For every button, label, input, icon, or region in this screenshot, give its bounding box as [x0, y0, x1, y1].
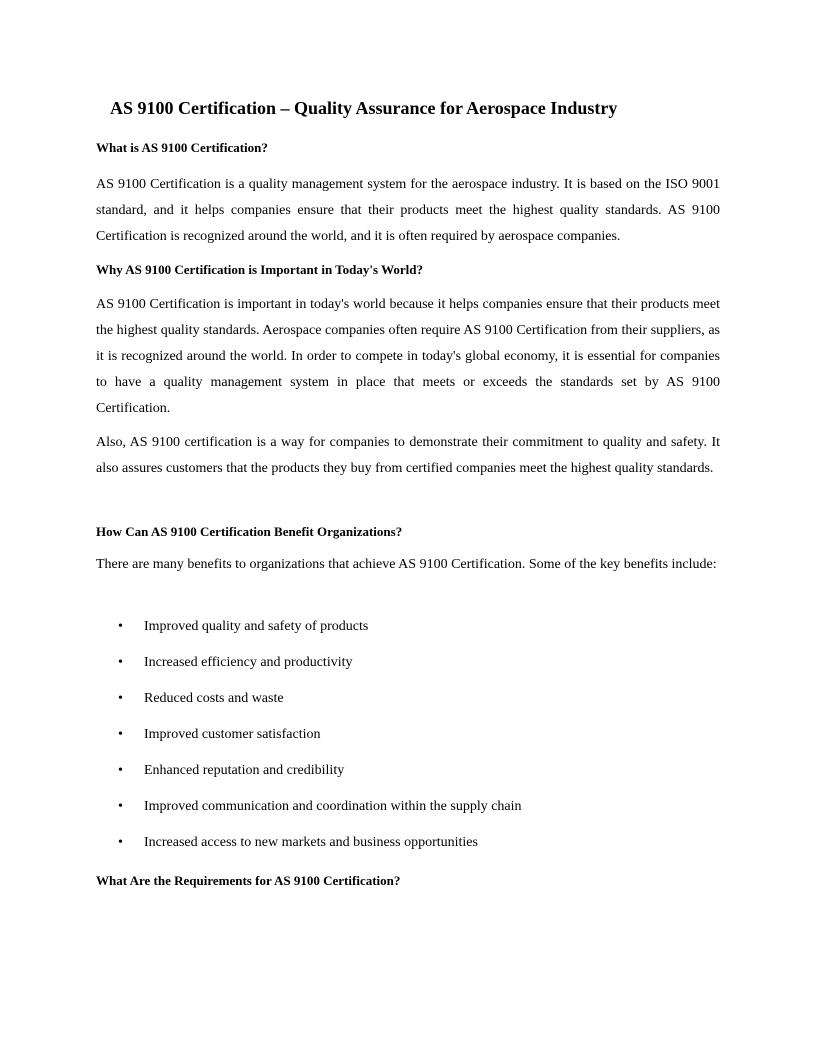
paragraph-what-is: AS 9100 Certification is a quality management system for the aerospace industry. It is based on the ISO 9001 standard, and it helps companies ensure that their products meet the highest quality standards. AS 9100 Certification is recognized around the world, and it is often required by aerospace companies. — [96, 177, 720, 244]
paragraph-why-important-2: Also, AS 9100 certification is a way for companies to demonstrate their commitment to quality and safety. It also assures customers that the products they buy from certified companies meet the highest quality standards. — [96, 435, 720, 476]
bullet-icon: • — [118, 763, 123, 778]
bullet-icon: • — [118, 835, 123, 850]
bullet-icon: • — [118, 727, 123, 742]
list-item-text: Improved customer satisfaction — [144, 727, 321, 742]
benefits-list — [96, 614, 720, 866]
bullet-icon: • — [118, 799, 123, 814]
list-item — [96, 830, 720, 866]
list-item — [96, 758, 720, 794]
list-item-text: Improved communication and coordination within the supply chain — [144, 799, 522, 814]
bullet-icon: • — [118, 655, 123, 670]
list-item — [96, 650, 720, 686]
list-item — [96, 686, 720, 722]
bullet-icon: • — [118, 691, 123, 706]
section-heading-requirements: What Are the Requirements for AS 9100 Certification? — [96, 873, 401, 888]
list-item-text: Increased access to new markets and business opportunities — [144, 835, 478, 850]
list-item-text: Improved quality and safety of products — [144, 619, 369, 634]
list-item-text: Enhanced reputation and credibility — [144, 763, 345, 778]
list-item — [96, 722, 720, 758]
list-item — [96, 614, 720, 650]
section-heading-benefits: How Can AS 9100 Certification Benefit Organizations? — [96, 524, 403, 539]
list-item-text: Reduced costs and waste — [144, 691, 284, 706]
bullet-icon: • — [118, 619, 123, 634]
document-title: AS 9100 Certification – Quality Assurance for Aerospace Industry — [110, 98, 618, 118]
paragraph-why-important-1: AS 9100 Certification is important in today's world because it helps companies ensure that their products meet the highest quality standards. Aerospace companies often require AS 9100 Certification from their suppliers, as it is recognized around the world. In order to compete in today's global economy, it is essential for companies to have a quality management system in place that meets or exceeds the standards set by AS 9100 Certification. — [96, 297, 720, 416]
list-item-text: Increased efficiency and productivity — [144, 655, 353, 670]
section-heading-why-important: Why AS 9100 Certification is Important in Today's World? — [96, 262, 423, 277]
paragraph-benefits-intro: There are many benefits to organizations that achieve AS 9100 Certification. Some of the key benefits include: — [96, 557, 717, 572]
list-item — [96, 794, 720, 830]
section-heading-what-is: What is AS 9100 Certification? — [96, 140, 268, 155]
